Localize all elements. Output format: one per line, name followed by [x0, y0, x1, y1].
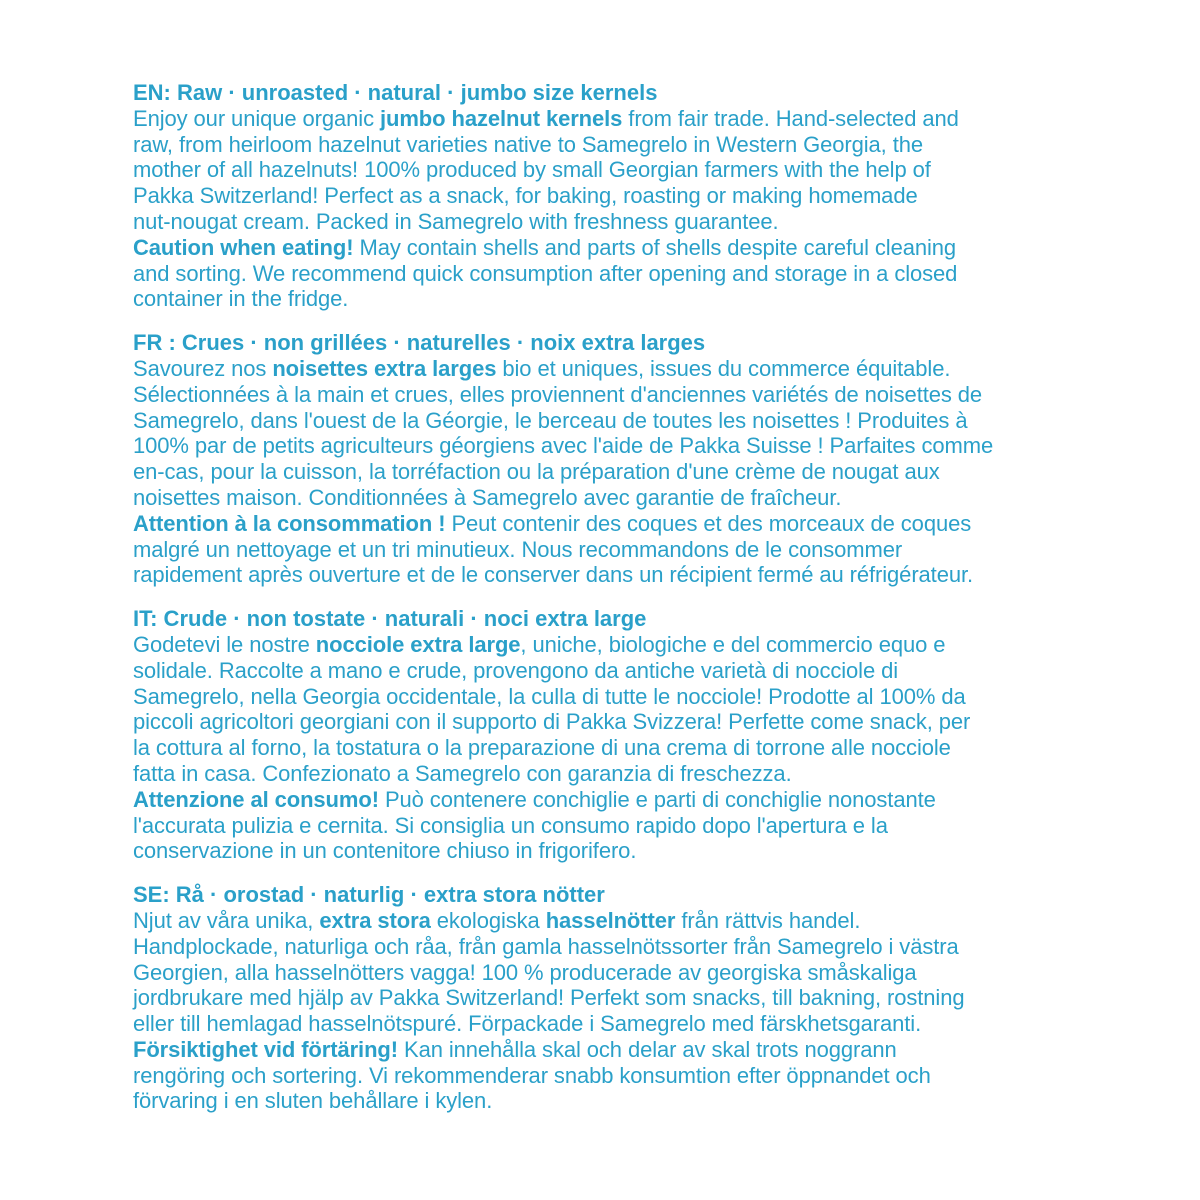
product-description-page: [133, 80, 1073, 1132]
text-line: förvaring i en sluten behållare i kylen.: [133, 1088, 493, 1114]
section-heading: FR : Crues · non grillées · naturelles · noix extra larges: [133, 330, 706, 356]
text-line: Enjoy our unique organic jumbo hazelnut kernels from fair trade. Hand-selected and: [133, 105, 959, 131]
section-fr: [133, 330, 1073, 588]
caution-line: Caution when eating! May contain shells and parts of shells despite careful cleaning: [133, 234, 957, 260]
text-line: Samegrelo, dans l'ouest de la Géorgie, le berceau de toutes les noisettes ! Produites à: [133, 407, 968, 433]
text-line: mother of all hazelnuts! 100% produced by small Georgian farmers with the help of: [133, 157, 931, 183]
text-line: rapidement après ouverture et de le conserver dans un récipient fermé au réfrigérateur.: [133, 562, 973, 588]
caution-line: Attention à la consommation ! Peut contenir des coques et des morceaux de coques: [133, 510, 972, 536]
text-line: Sélectionnées à la main et crues, elles proviennent d'anciennes variétés de noisettes de: [133, 381, 983, 407]
section-heading: SE: Rå · orostad · naturlig · extra stora nötter: [133, 882, 605, 908]
text-line: fatta in casa. Confezionato a Samegrelo con garanzia di freschezza.: [133, 760, 792, 786]
section-se: [133, 882, 1073, 1114]
text-line: container in the fridge.: [133, 286, 349, 312]
text-line: Pakka Switzerland! Perfect as a snack, for baking, roasting or making homemade: [133, 183, 918, 209]
text-line: Njut av våra unika, extra stora ekologiska hasselnötter från rättvis handel.: [133, 907, 861, 933]
caution-line: Försiktighet vid förtäring! Kan innehålla skal och delar av skal trots noggrann: [133, 1036, 897, 1062]
text-line: la cottura al forno, la tostatura o la preparazione di una crema di torrone alle nocciole: [133, 735, 951, 761]
caution-line: Attenzione al consumo! Può contenere conchiglie e parti di conchiglie nonostante: [133, 786, 936, 812]
text-line: malgré un nettoyage et un tri minutieux. Nous recommandons de le consommer: [133, 536, 903, 562]
section-en: [133, 80, 1073, 312]
text-line: conservazione in un contenitore chiuso in frigorifero.: [133, 838, 637, 864]
text-line: Savourez nos noisettes extra larges bio et uniques, issues du commerce équitable.: [133, 355, 951, 381]
text-line: and sorting. We recommend quick consumption after opening and storage in a closed: [133, 260, 958, 286]
text-line: raw, from heirloom hazelnut varieties native to Samegrelo in Western Georgia, the: [133, 131, 923, 157]
text-line: l'accurata pulizia e cernita. Si consiglia un consumo rapido dopo l'apertura e la: [133, 812, 888, 838]
text-line: solidale. Raccolte a mano e crude, provengono da antiche varietà di nocciole di: [133, 657, 899, 683]
text-line: jordbrukare med hjälp av Pakka Switzerland! Perfekt som snacks, till bakning, rostning: [133, 985, 965, 1011]
text-line: en-cas, pour la cuisson, la torréfaction ou la préparation d'une crème de nougat aux: [133, 459, 940, 485]
text-line: nut-nougat cream. Packed in Samegrelo with freshness guarantee.: [133, 208, 779, 234]
text-line: eller till hemlagad hasselnötspuré. Förpackade i Samegrelo med färskhetsgaranti.: [133, 1011, 922, 1037]
text-line: Godetevi le nostre nocciole extra large, uniche, biologiche e del commercio equo e: [133, 631, 946, 657]
text-line: 100% par de petits agriculteurs géorgiens avec l'aide de Pakka Suisse ! Parfaites comme: [133, 433, 994, 459]
text-line: Samegrelo, nella Georgia occidentale, la culla di tutte le nocciole! Prodotte al 100% da: [133, 683, 966, 709]
section-heading: IT: Crude · non tostate · naturali · noci extra large: [133, 606, 647, 632]
section-it: [133, 606, 1073, 864]
text-line: noisettes maison. Conditionnées à Samegrelo avec garantie de fraîcheur.: [133, 484, 842, 510]
section-heading: EN: Raw · unroasted · natural · jumbo size kernels: [133, 80, 658, 105]
text-line: rengöring och sortering. Vi rekommenderar snabb konsumtion efter öppnandet och: [133, 1062, 931, 1088]
text-line: Georgien, alla hasselnötters vagga! 100 % producerade av georgiska småskaliga: [133, 959, 917, 985]
text-line: piccoli agricoltori georgiani con il supporto di Pakka Svizzera! Perfette come snack, per: [133, 709, 971, 735]
text-line: Handplockade, naturliga och råa, från gamla hasselnötssorter från Samegrelo i västra: [133, 933, 959, 959]
